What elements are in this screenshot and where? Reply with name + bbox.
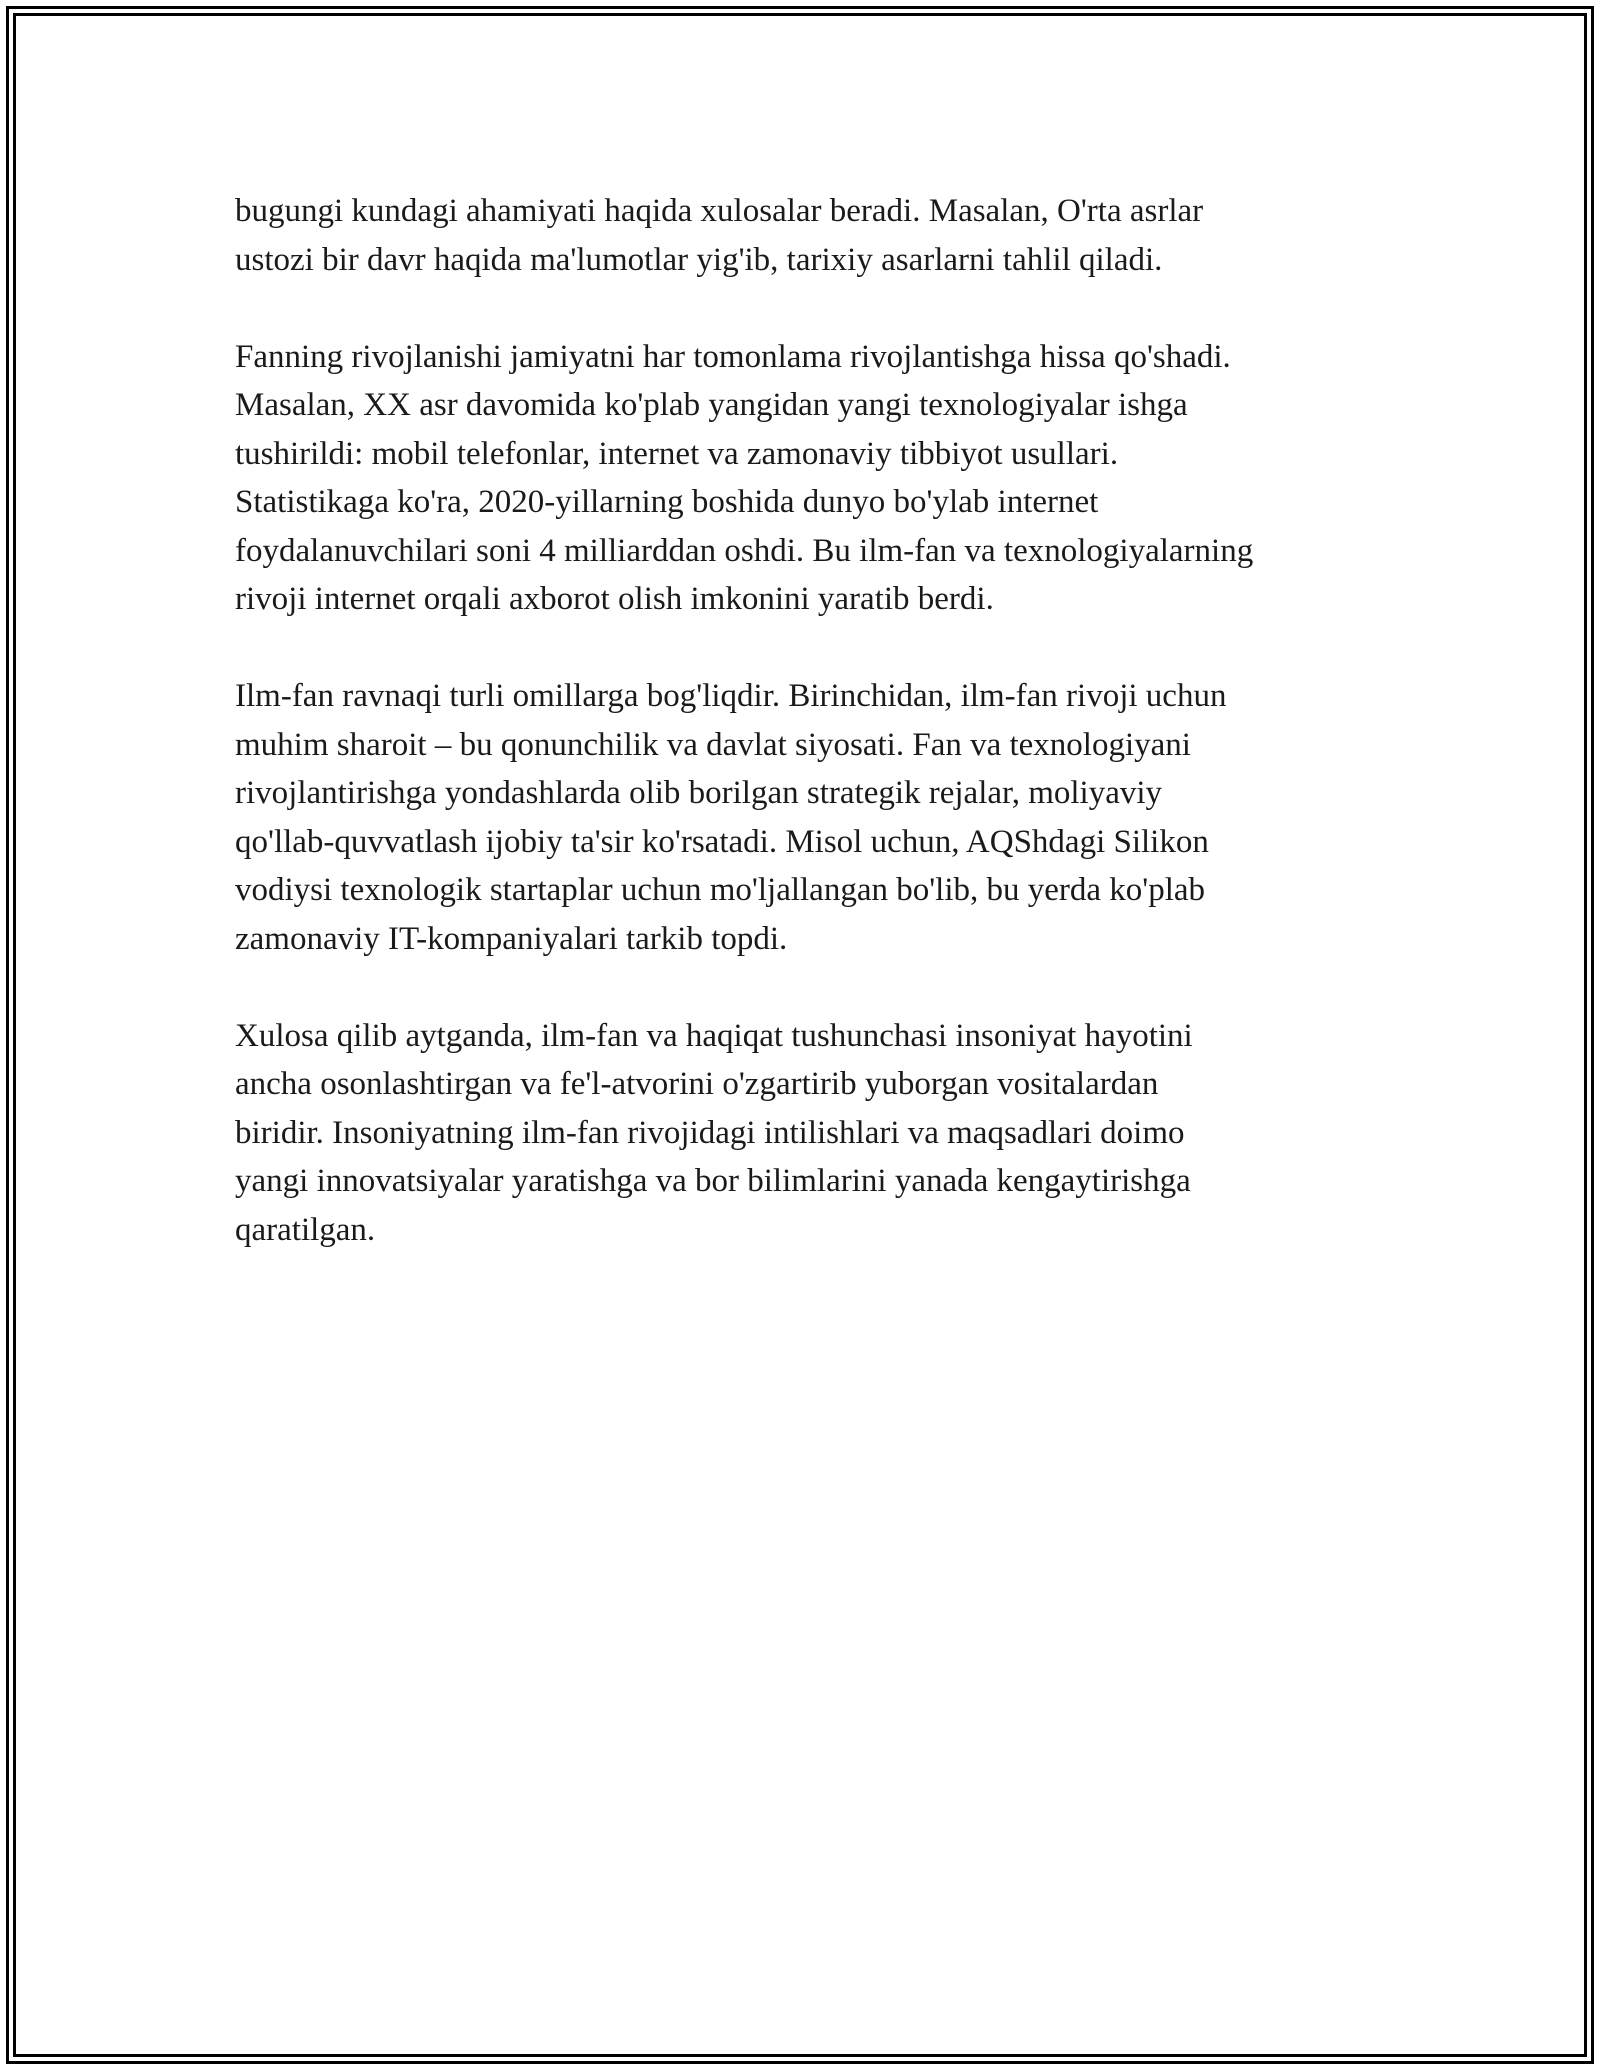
text-line: Statistikaga ko'ra, 2020-yillarning boshida dunyo bo'ylab internet [235, 484, 1099, 520]
text-line: bugungi kundagi ahamiyati haqida xulosalar beradi. Masalan, O'rta asrlar [235, 193, 1204, 229]
text-line: yangi innovatsiyalar yaratishga va bor bilimlarini yanada kengaytirishga [235, 1163, 1191, 1199]
document-body [235, 187, 1375, 1303]
paragraph-2 [235, 333, 1375, 624]
text-line: foydalanuvchilari soni 4 milliarddan oshdi. Bu ilm-fan va texnologiyalarning [235, 532, 1254, 569]
text-line: Xulosa qilib aytganda, ilm-fan va haqiqat tushunchasi insoniyat hayotini [235, 1017, 1193, 1054]
text-line: Ilm-fan ravnaqi turli omillarga bog'liqdir. Birinchidan, ilm-fan rivoji uchun [235, 678, 1227, 714]
paragraph-3 [235, 672, 1375, 963]
text-line: zamonaviy IT-kompaniyalari tarkib topdi. [235, 920, 788, 957]
text-line: Masalan, XX asr davomida ko'plab yangidan yangi texnologiyalar ishga [235, 387, 1188, 423]
paragraph-4 [235, 1012, 1375, 1255]
text-line: vodiysi texnologik startaplar uchun mo'ljallangan bo'lib, bu yerda ko'plab [235, 872, 1206, 908]
text-line: tushirildi: mobil telefonlar, internet va zamonaviy tibbiyot usullari. [235, 435, 1119, 472]
text-line: rivoji internet orqali axborot olish imkonini yaratib berdi. [235, 581, 994, 617]
text-line: ancha osonlashtirgan va fe'l-atvorini o'zgartirib yuborgan vositalardan [235, 1066, 1159, 1102]
text-line: biridir. Insoniyatning ilm-fan rivojidagi intilishlari va maqsadlari doimo [235, 1114, 1185, 1151]
text-line: qaratilgan. [235, 1211, 376, 1248]
text-line: qo'llab-quvvatlash ijobiy ta'sir ko'rsatadi. Misol uchun, AQShdagi Silikon [235, 823, 1209, 860]
text-line: rivojlantirishga yondashlarda olib borilgan strategik rejalar, moliyaviy [235, 775, 1163, 811]
text-line: ustozi bir davr haqida ma'lumotlar yig'ib, tarixiy asarlarni tahlil qiladi. [235, 241, 1163, 278]
text-line: Fanning rivojlanishi jamiyatni har tomonlama rivojlantishga hissa qo'shadi. [235, 338, 1231, 375]
paragraph-1 [235, 187, 1375, 284]
text-line: muhim sharoit – bu qonunchilik va davlat siyosati. Fan va texnologiyani [235, 726, 1191, 763]
